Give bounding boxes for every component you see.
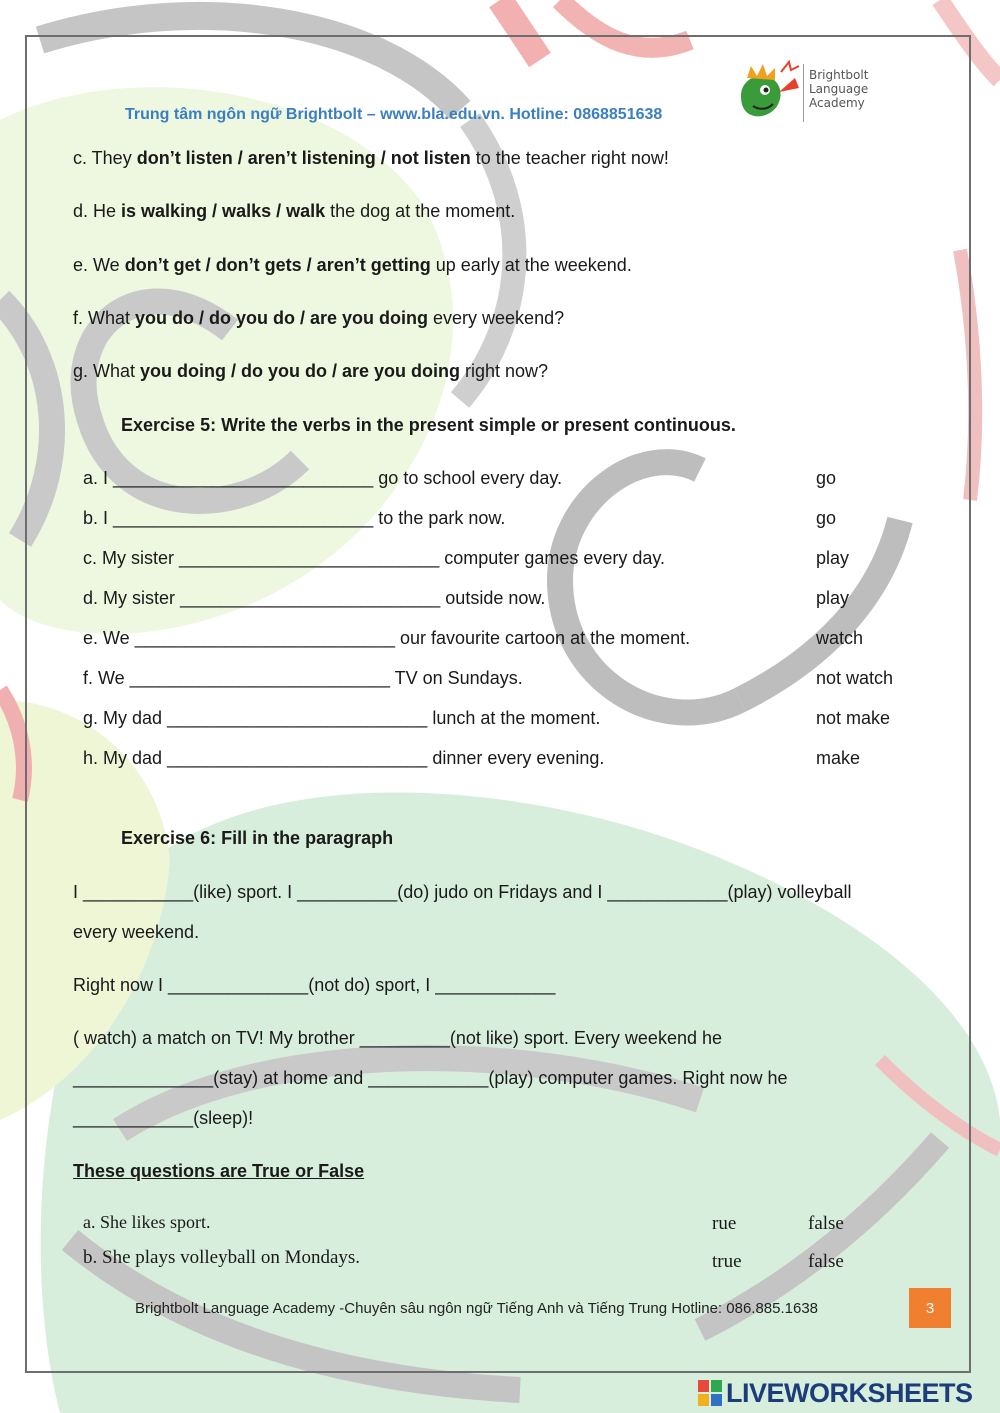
exercise-5-hint-h: make [816, 748, 861, 768]
exercise-5-hint-a: go [816, 468, 837, 488]
exercise-5-item-g: g. My dad __________________________ lunch at the moment. [83, 708, 601, 728]
choice-pre: f. What [73, 308, 136, 328]
logo-text-line-1: Brightbolt [809, 68, 869, 82]
exercise-5-item-c: c. My sister __________________________ computer games every day. [83, 548, 666, 568]
exercise-5-hint-e: watch [816, 628, 864, 648]
choice-options: you doing / do you do / are you doing [140, 361, 461, 381]
exercise-6-line-5: ______________(stay) at home and ____________(play) computer games. Right now he [73, 1068, 788, 1088]
choice-post: the dog at the moment. [325, 201, 516, 221]
exercise-6-line-2: every weekend. [73, 922, 200, 942]
exercise-6-line-3: Right now I ______________(not do) sport, I ____________ [73, 975, 556, 995]
exercise-5-item-a: a. I __________________________ go to school every day. [83, 468, 563, 488]
tf-option-2-b: false [808, 1251, 844, 1272]
exercise-6-line-6: ____________(sleep)! [73, 1108, 254, 1128]
exercise-5-item-b: b. I __________________________ to the park now. [83, 508, 506, 528]
tf-option-2-a: false [808, 1213, 844, 1234]
choice-line-c [73, 148, 669, 169]
exercise-5-hint-b: go [816, 508, 837, 528]
logo-text-line-3: Academy [809, 96, 865, 110]
logo-text-line-2: Language [809, 82, 869, 96]
exercise-6-line-1: I ___________(like) sport. I __________(do) judo on Fridays and I ____________(play) volleyball [73, 882, 852, 902]
exercise-6-title: Exercise 6: Fill in the paragraph [121, 828, 394, 848]
exercise-5-hint-d: play [816, 588, 850, 608]
footer-text: Brightbolt Language Academy -Chuyên sâu ngôn ngữ Tiếng Anh và Tiếng Trung Hotline: 086.885.1638 [135, 1300, 819, 1317]
choice-post: every weekend? [428, 308, 565, 328]
exercise-5-title: Exercise 5: Write the verbs in the present simple or present continuous. [121, 415, 736, 435]
brightbolt-logo [733, 58, 883, 128]
page-number: 3 [909, 1288, 951, 1328]
choice-pre: c. They [73, 148, 137, 168]
choice-line-f [73, 308, 564, 329]
exercise-5-hint-f: not watch [816, 668, 894, 688]
choice-pre: d. He [73, 201, 122, 221]
exercise-5-item-e: e. We __________________________ our favourite cartoon at the moment. [83, 628, 691, 648]
choice-options: don’t get / don’t gets / aren’t getting [124, 255, 431, 275]
choice-options: you do / do you do / are you doing [135, 308, 429, 328]
choice-line-e [73, 255, 632, 276]
choice-post: up early at the weekend. [430, 255, 632, 275]
choice-post: to the teacher right now! [470, 148, 669, 168]
tf-question-b: b. She plays volleyball on Mondays. [83, 1247, 361, 1268]
exercise-5-item-h: h. My dad __________________________ dinner every evening. [83, 748, 605, 768]
exercise-5-hint-c: play [816, 548, 850, 568]
tf-question-a: a. She likes sport. [83, 1212, 211, 1232]
choice-line-d [73, 201, 515, 222]
choice-pre: g. What [73, 361, 141, 381]
true-false-title: These questions are True or False [73, 1161, 365, 1181]
liveworksheets-brand: LIVEWORKSHEETS [726, 1377, 973, 1408]
logo-text [809, 68, 868, 110]
exercise-5-hint-g: not make [816, 708, 891, 728]
choice-options: don’t listen / aren’t listening / not listen [136, 148, 471, 168]
liveworksheets-logo-icon [698, 1380, 722, 1406]
choice-options: is walking / walks / walk [121, 201, 326, 221]
exercise-5-item-d: d. My sister __________________________ outside now. [83, 588, 546, 608]
liveworksheets-watermark [698, 1378, 973, 1408]
choice-pre: e. We [73, 255, 125, 275]
tf-option-1-b: true [712, 1251, 742, 1272]
dragon-icon [733, 58, 805, 128]
exercise-6-line-4: ( watch) a match on TV! My brother _________(not like) sport. Every weekend he [73, 1028, 722, 1048]
header-line: Trung tâm ngôn ngữ Brightbolt – www.bla.edu.vn. Hotline: 0868851638 [125, 106, 663, 123]
exercise-5-item-f: f. We __________________________ TV on Sundays. [83, 668, 523, 688]
tf-option-1-a: rue [712, 1213, 737, 1234]
choice-post: right now? [460, 361, 549, 381]
choice-line-g [73, 361, 548, 382]
